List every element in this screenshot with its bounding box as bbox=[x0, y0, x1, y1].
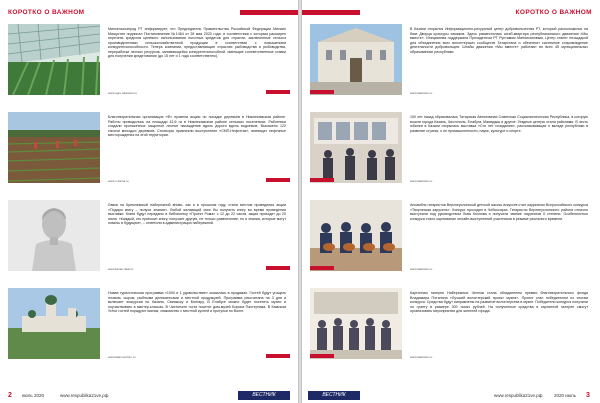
right-section-title: КОРОТКО О ВАЖНОМ bbox=[515, 9, 592, 16]
article-tourism bbox=[8, 288, 290, 359]
left-footer-site: www.respublika21ve.рф bbox=[60, 393, 109, 398]
article-red-bar bbox=[266, 354, 290, 358]
photo-monastery bbox=[8, 288, 100, 359]
article-trees bbox=[8, 112, 290, 183]
photo-greenhouse bbox=[8, 24, 100, 95]
photo-building bbox=[310, 24, 402, 95]
photo-gallery-group bbox=[310, 288, 402, 359]
article-red-bar bbox=[310, 354, 334, 358]
left-header-red-bar bbox=[240, 10, 298, 15]
article-books bbox=[8, 200, 290, 271]
right-page-number: 3 bbox=[586, 392, 590, 399]
article-text: Новая туристическая программа «1000 и 1 удовольствие» оказалась в продажах. Гостей будут угощать пловом, сыром, рыбными деликатесами и местной продукцией. Программа рассчитана на 3 дня и включает экскурсии по Казани, Свияжску и Болгару. В Елабуге можно будет посетить музеи и поучаствовать в мастер-классах. В Чистополе гости посетят дом-музей Бориса Пастернака. В Камском Устье гостей порадуют пикник, знакомство с местной кухней и прогулки по Волге. bbox=[108, 291, 286, 314]
article-source: www.n-kama.ru bbox=[108, 179, 129, 183]
article-gallery bbox=[310, 288, 592, 359]
article-red-bar bbox=[310, 266, 334, 270]
article-source: www.tatarstan.ru bbox=[410, 355, 433, 359]
right-footer-date: 2020 июль bbox=[554, 393, 577, 398]
article-source: www.tatarstan.ru bbox=[410, 267, 433, 271]
article-text: 100 лет назад образовалась Татарская Автономная Советская Социалистическая Республика, в которую вошли города Казань, Чистополь, Елабуга, Мамадыш и другие. Уездные центры стали районами. В честь юбилея в Казани открылась выставка «Сто лет созидания», рассказывающая о вкладе республики в развитие страны, о ее промышленности, науке, культуре и спорте. bbox=[410, 115, 588, 133]
right-footer-site: www.respublika21ve.рф bbox=[494, 393, 543, 398]
article-red-bar bbox=[310, 90, 334, 94]
article-red-bar bbox=[266, 266, 290, 270]
left-page-number: 2 bbox=[8, 392, 12, 399]
photo-field bbox=[8, 112, 100, 183]
article-source: www.tatarstan.ru bbox=[410, 91, 433, 95]
article-source: www.tatarstan.ru bbox=[410, 179, 433, 183]
left-page bbox=[0, 0, 298, 403]
article-agro bbox=[8, 24, 290, 95]
article-text: Картинная галерея Набережных Челнов стала обладателем премии благотворительного фонда Владимира Потанина «Лучший волонтерский проект музея». Проект стал победителем по итогам конкурса. Средства будут направлены на развитие волонтерства в музее. Победители конкурса получили по гранту в размере 300 тысяч рублей. На полученные средства в картинной галерее смогут организовать мероприятия для жителей города. bbox=[410, 291, 588, 314]
article-text: Благотворительная организация «Ф» провели акцию по посадке деревьев в Нижнекамском районе. Работы проводились на площади 42,6 га в Нижнекамском районе сельских поселениях. Работники создали протяженное защитное лесное насаждение вдоль дороги вдоль водоемов. Высажено 122 тысячи молодых деревьев. Спонсоры привлекли выступление «СМП-Нефтегаз», имеющих нефтяные месторождения на этой территории. bbox=[108, 115, 286, 138]
right-page bbox=[302, 0, 600, 403]
article-source: www.tatar-tourism.ru bbox=[108, 355, 136, 359]
article-source: www.agro.tatarstan.ru bbox=[108, 91, 138, 95]
article-volunteers bbox=[310, 24, 592, 95]
photo-statue bbox=[8, 200, 100, 271]
article-guitarists bbox=[310, 200, 592, 271]
left-section-title: КОРОТКО О ВАЖНОМ bbox=[8, 9, 85, 16]
article-source: www.kazan.tatar.ru bbox=[108, 267, 134, 271]
left-magazine-logo: ВЕСТНИК bbox=[238, 391, 290, 400]
article-text: В Казани открылся Информационно-ресурсный центр добровольчества РТ, который расположился на базе Дворца культуры химиков. Здесь разместилась штаб-квартира республиканского движения «Мы вместе». Инициатива поддержана Президентом РТ Рустамом Миннихановым. Центр станет площадкой для объединения всех волонтерских сообществ Татарстана и обеспечит системное сопровождение деятельности добровольцев. Штабы движения «Мы вместе» работают во всех 45 муниципальных образованиях республики. bbox=[410, 27, 588, 54]
left-footer-date: июль 2020 bbox=[22, 393, 45, 398]
article-red-bar bbox=[310, 178, 334, 182]
article-text: Лавки на Кремлевской набережной вновь, как и в прошлом году, стали местом проведения акции «Подари книгу – получи знания». Любой желающий смог бы получить книгу во время проведения выставки. Книги будут переданы в библиотеку «Проект Рома» с 12 до 22 часов, акция проходит до 20 июля. «Каждый, кто приносит книгу, получает другую, не только развлечение, но и знания, которые могут помочь в будущем», – отметили в администрации набережной. bbox=[108, 203, 286, 226]
article-anniversary bbox=[310, 112, 592, 183]
right-header-red-bar bbox=[302, 10, 360, 15]
right-magazine-logo: ВЕСТНИК bbox=[308, 391, 360, 400]
article-red-bar bbox=[266, 90, 290, 94]
article-text: Ансамбль гитаристов Верхнеуслонской детской школы искусств стал лауреатом Всероссийского конкурса «Творческая карусель». Конкурс проходил в Чебоксарах. Гитаристы Верхнеуслонского района отлично выступили под руководством Льва Козлова и получили звание лауреатов II степени. Особенностью конкурса стало оценивание онлайн-выступлений участников в режиме реального времени. bbox=[410, 203, 588, 221]
photo-guitarists bbox=[310, 200, 402, 271]
article-red-bar bbox=[266, 178, 290, 182]
article-text: Минсельхозпрод РТ информирует, что Председатель Правительства Российской Федерации Михаил Мишустин подписал Постановление №1464 от 28 мая 2020 года, в соответствии с которым расширен перечень кредитов целевого использования льготных кредитов для отрасли, заключенные сельхоз производителями сельскохозяйственной продукции в соответствии с повышением конкурентоспособности. Теперь компании, предоставляющие отраслях рыбоводства и рыбоводства, переработки лесных ресурсов, занимающейся конкурентоспособной, имеющие соответственные ставки для получения кредитования (до 15 лет и 1 года соответственно). bbox=[108, 27, 286, 59]
photo-exhibition bbox=[310, 112, 402, 183]
